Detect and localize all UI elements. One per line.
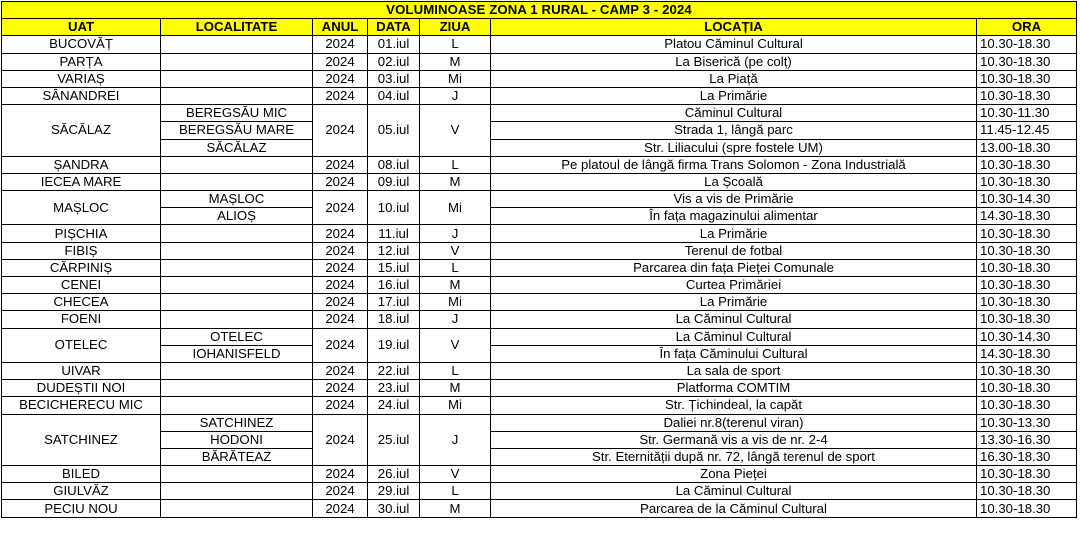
cell-anul: 2024: [313, 191, 368, 225]
cell-data: 12.iul: [368, 242, 420, 259]
cell-uat: SÂNANDREI: [2, 87, 161, 104]
cell-ziua: J: [420, 225, 491, 242]
cell-localitate: [161, 362, 313, 379]
cell-data: 22.iul: [368, 362, 420, 379]
cell-anul: 2024: [313, 328, 368, 362]
table-row: [2, 448, 1077, 465]
cell-localitate: [161, 466, 313, 483]
table-row: [2, 397, 1077, 414]
cell-localitate: [161, 70, 313, 87]
cell-localitate: [161, 225, 313, 242]
cell-locatia: În fața magazinului alimentar: [491, 208, 977, 225]
cell-ora: 16.30-18.30: [977, 448, 1077, 465]
cell-ziua: M: [420, 500, 491, 517]
cell-data: 29.iul: [368, 483, 420, 500]
cell-uat: IECEA MARE: [2, 173, 161, 190]
cell-uat: FOENI: [2, 311, 161, 328]
cell-ora: 10.30-18.30: [977, 173, 1077, 190]
cell-anul: 2024: [313, 36, 368, 53]
cell-anul: 2024: [313, 414, 368, 466]
cell-ora: 10.30-18.30: [977, 277, 1077, 294]
cell-anul: 2024: [313, 466, 368, 483]
cell-localitate: [161, 36, 313, 53]
cell-locatia: La Căminul Cultural: [491, 311, 977, 328]
cell-anul: 2024: [313, 173, 368, 190]
header-anul: ANUL: [313, 19, 368, 36]
cell-anul: 2024: [313, 242, 368, 259]
cell-uat: SĂCĂLAZ: [2, 105, 161, 157]
cell-locatia: La Primărie: [491, 225, 977, 242]
cell-data: 04.iul: [368, 87, 420, 104]
table-row: [2, 362, 1077, 379]
cell-localitate: BEREGSĂU MIC: [161, 105, 313, 122]
cell-data: 16.iul: [368, 277, 420, 294]
table-row: [2, 191, 1077, 208]
table-row: [2, 208, 1077, 225]
cell-data: 09.iul: [368, 173, 420, 190]
cell-localitate: [161, 53, 313, 70]
table-row: [2, 466, 1077, 483]
cell-uat: SATCHINEZ: [2, 414, 161, 466]
cell-uat: GIULVĂZ: [2, 483, 161, 500]
cell-data: 18.iul: [368, 311, 420, 328]
cell-ziua: Mi: [420, 294, 491, 311]
cell-locatia: La Căminul Cultural: [491, 328, 977, 345]
cell-uat: DUDEȘTII NOI: [2, 380, 161, 397]
cell-ora: 10.30-18.30: [977, 225, 1077, 242]
cell-data: 26.iul: [368, 466, 420, 483]
cell-data: 15.iul: [368, 259, 420, 276]
cell-data: 19.iul: [368, 328, 420, 362]
cell-uat: VARIAȘ: [2, 70, 161, 87]
cell-data: 11.iul: [368, 225, 420, 242]
cell-localitate: [161, 380, 313, 397]
cell-uat: OTELEC: [2, 328, 161, 362]
cell-uat: CĂRPINIȘ: [2, 259, 161, 276]
cell-localitate: SĂCĂLAZ: [161, 139, 313, 156]
cell-localitate: [161, 311, 313, 328]
cell-localitate: MAȘLOC: [161, 191, 313, 208]
cell-locatia: Terenul de fotbal: [491, 242, 977, 259]
cell-uat: CENEI: [2, 277, 161, 294]
cell-ora: 13.30-16.30: [977, 431, 1077, 448]
header-data: DATA: [368, 19, 420, 36]
cell-anul: 2024: [313, 156, 368, 173]
table-row: [2, 345, 1077, 362]
cell-locatia: Căminul Cultural: [491, 105, 977, 122]
table-row: [2, 122, 1077, 139]
table-row: [2, 70, 1077, 87]
cell-localitate: [161, 397, 313, 414]
cell-locatia: La sala de sport: [491, 362, 977, 379]
cell-locatia: Pe platoul de lângă firma Trans Solomon - Zona Industrială: [491, 156, 977, 173]
cell-data: 10.iul: [368, 191, 420, 225]
cell-uat: CHECEA: [2, 294, 161, 311]
cell-uat: PIȘCHIA: [2, 225, 161, 242]
cell-localitate: [161, 87, 313, 104]
header-uat: UAT: [2, 19, 161, 36]
table-row: [2, 294, 1077, 311]
header-ziua: ZIUA: [420, 19, 491, 36]
cell-ora: 10.30-18.30: [977, 70, 1077, 87]
table-row: [2, 414, 1077, 431]
cell-locatia: La Primărie: [491, 294, 977, 311]
cell-ora: 13.00-18.30: [977, 139, 1077, 156]
cell-ziua: V: [420, 242, 491, 259]
cell-ziua: L: [420, 483, 491, 500]
cell-ora: 10.30-18.30: [977, 380, 1077, 397]
cell-locatia: Zona Pieței: [491, 466, 977, 483]
cell-anul: 2024: [313, 259, 368, 276]
cell-ora: 10.30-18.30: [977, 87, 1077, 104]
cell-ziua: L: [420, 259, 491, 276]
cell-ora: 10.30-18.30: [977, 483, 1077, 500]
cell-locatia: Str. Eternității după nr. 72, lângă terenul de sport: [491, 448, 977, 465]
cell-locatia: Str. Germană vis a vis de nr. 2-4: [491, 431, 977, 448]
cell-data: 24.iul: [368, 397, 420, 414]
cell-localitate: [161, 500, 313, 517]
cell-ora: 14.30-18.30: [977, 345, 1077, 362]
cell-anul: 2024: [313, 277, 368, 294]
cell-ora: 10.30-18.30: [977, 36, 1077, 53]
cell-localitate: OTELEC: [161, 328, 313, 345]
cell-ziua: M: [420, 173, 491, 190]
cell-ziua: M: [420, 277, 491, 294]
table-row: [2, 53, 1077, 70]
cell-ziua: M: [420, 380, 491, 397]
cell-locatia: La Căminul Cultural: [491, 483, 977, 500]
cell-localitate: [161, 294, 313, 311]
cell-locatia: Platou Căminul Cultural: [491, 36, 977, 53]
cell-locatia: Curtea Primăriei: [491, 277, 977, 294]
cell-locatia: La Piață: [491, 70, 977, 87]
cell-data: 01.iul: [368, 36, 420, 53]
cell-uat: MAȘLOC: [2, 191, 161, 225]
cell-data: 30.iul: [368, 500, 420, 517]
cell-anul: 2024: [313, 294, 368, 311]
cell-anul: 2024: [313, 380, 368, 397]
cell-localitate: [161, 242, 313, 259]
cell-anul: 2024: [313, 311, 368, 328]
cell-locatia: Parcarea de la Căminul Cultural: [491, 500, 977, 517]
table-row: [2, 483, 1077, 500]
cell-ora: 10.30-18.30: [977, 156, 1077, 173]
cell-localitate: SATCHINEZ: [161, 414, 313, 431]
cell-uat: BECICHERECU MIC: [2, 397, 161, 414]
header-ora: ORA: [977, 19, 1077, 36]
table-row: [2, 156, 1077, 173]
cell-uat: PECIU NOU: [2, 500, 161, 517]
cell-uat: UIVAR: [2, 362, 161, 379]
cell-ziua: Mi: [420, 191, 491, 225]
cell-ziua: J: [420, 311, 491, 328]
table-row: [2, 328, 1077, 345]
cell-anul: 2024: [313, 483, 368, 500]
cell-locatia: Str. Liliacului (spre fostele UM): [491, 139, 977, 156]
cell-ora: 10.30-18.30: [977, 259, 1077, 276]
cell-localitate: [161, 259, 313, 276]
cell-ora: 10.30-14.30: [977, 191, 1077, 208]
cell-ora: 10.30-18.30: [977, 466, 1077, 483]
cell-localitate: IOHANISFELD: [161, 345, 313, 362]
cell-localitate: [161, 173, 313, 190]
cell-localitate: BEREGSĂU MARE: [161, 122, 313, 139]
cell-ora: 11.45-12.45: [977, 122, 1077, 139]
cell-ora: 10.30-18.30: [977, 294, 1077, 311]
table-row: [2, 500, 1077, 517]
table-row: [2, 225, 1077, 242]
cell-anul: 2024: [313, 225, 368, 242]
cell-ziua: J: [420, 414, 491, 466]
cell-ora: 10.30-18.30: [977, 242, 1077, 259]
cell-ora: 14.30-18.30: [977, 208, 1077, 225]
cell-data: 23.iul: [368, 380, 420, 397]
cell-ora: 10.30-18.30: [977, 500, 1077, 517]
header-locatia: LOCAȚIA: [491, 19, 977, 36]
cell-locatia: La Biserică (pe colț): [491, 53, 977, 70]
cell-localitate: BĂRĂTEAZ: [161, 448, 313, 465]
cell-data: 02.iul: [368, 53, 420, 70]
cell-ziua: Mi: [420, 397, 491, 414]
cell-locatia: În fața Căminului Cultural: [491, 345, 977, 362]
cell-ziua: Mi: [420, 70, 491, 87]
cell-localitate: ALIOȘ: [161, 208, 313, 225]
cell-anul: 2024: [313, 362, 368, 379]
cell-uat: ȘANDRA: [2, 156, 161, 173]
table-row: [2, 380, 1077, 397]
cell-ora: 10.30-18.30: [977, 311, 1077, 328]
cell-localitate: HODONI: [161, 431, 313, 448]
cell-data: 05.iul: [368, 105, 420, 157]
table-row: [2, 242, 1077, 259]
cell-ziua: J: [420, 87, 491, 104]
table-row: [2, 173, 1077, 190]
cell-localitate: [161, 483, 313, 500]
table-row: [2, 431, 1077, 448]
table-row: [2, 36, 1077, 53]
cell-ziua: L: [420, 156, 491, 173]
cell-ora: 10.30-18.30: [977, 362, 1077, 379]
cell-anul: 2024: [313, 397, 368, 414]
cell-locatia: La Școală: [491, 173, 977, 190]
cell-uat: PARȚA: [2, 53, 161, 70]
cell-ora: 10.30-18.30: [977, 53, 1077, 70]
table-title: VOLUMINOASE ZONA 1 RURAL - CAMP 3 - 2024: [2, 2, 1077, 19]
cell-ziua: V: [420, 105, 491, 157]
table-row: [2, 259, 1077, 276]
cell-locatia: La Primărie: [491, 87, 977, 104]
header-localitate: LOCALITATE: [161, 19, 313, 36]
cell-anul: 2024: [313, 53, 368, 70]
table-row: [2, 277, 1077, 294]
cell-ora: 10.30-14.30: [977, 328, 1077, 345]
cell-ora: 10.30-13.30: [977, 414, 1077, 431]
cell-locatia: Platforma COMTIM: [491, 380, 977, 397]
cell-locatia: Daliei nr.8(terenul viran): [491, 414, 977, 431]
cell-uat: BUCOVĂȚ: [2, 36, 161, 53]
cell-locatia: Parcarea din fața Pieței Comunale: [491, 259, 977, 276]
table-row: [2, 105, 1077, 122]
cell-ziua: L: [420, 36, 491, 53]
cell-ora: 10.30-11.30: [977, 105, 1077, 122]
table-row: [2, 87, 1077, 104]
cell-ziua: L: [420, 362, 491, 379]
cell-anul: 2024: [313, 70, 368, 87]
cell-ziua: V: [420, 328, 491, 362]
cell-ziua: V: [420, 466, 491, 483]
cell-data: 03.iul: [368, 70, 420, 87]
cell-uat: BILED: [2, 466, 161, 483]
cell-uat: FIBIȘ: [2, 242, 161, 259]
cell-anul: 2024: [313, 87, 368, 104]
cell-localitate: [161, 156, 313, 173]
cell-anul: 2024: [313, 105, 368, 157]
cell-data: 17.iul: [368, 294, 420, 311]
cell-ziua: M: [420, 53, 491, 70]
table-row: [2, 311, 1077, 328]
table-row: [2, 139, 1077, 156]
cell-locatia: Vis a vis de Primărie: [491, 191, 977, 208]
cell-data: 08.iul: [368, 156, 420, 173]
cell-ora: 10.30-18.30: [977, 397, 1077, 414]
cell-anul: 2024: [313, 500, 368, 517]
cell-localitate: [161, 277, 313, 294]
cell-locatia: Strada 1, lângă parc: [491, 122, 977, 139]
cell-data: 25.iul: [368, 414, 420, 466]
schedule-table: [1, 1, 1077, 518]
cell-locatia: Str. Țichindeal, la capăt: [491, 397, 977, 414]
